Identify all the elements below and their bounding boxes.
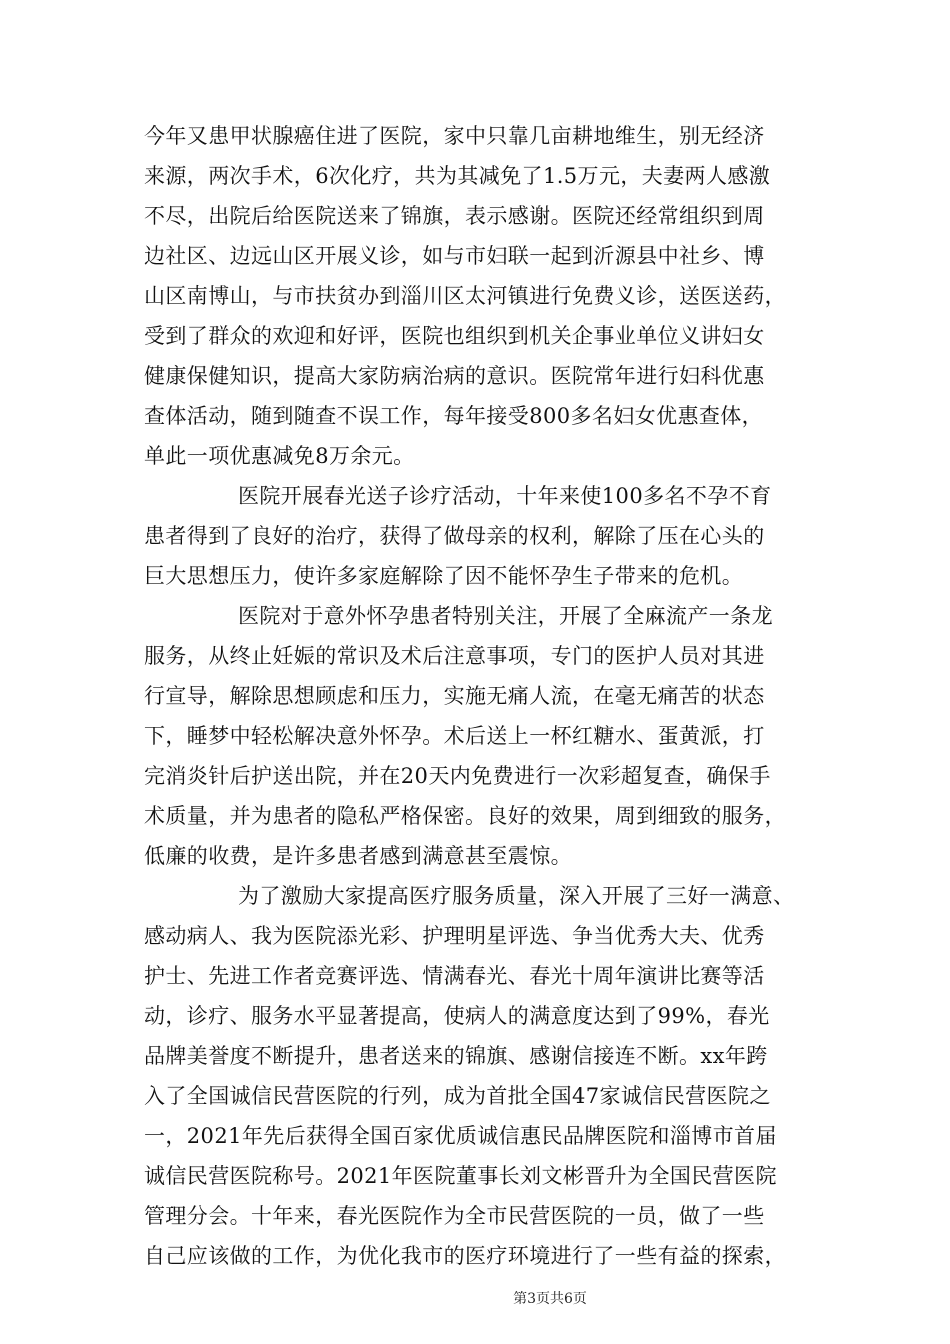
text-line: 管理分会。十年来，春光医院作为全市民营医院的一员，做了一些 [144, 1204, 765, 1228]
text-line: 一，2021年先后获得全国百家优质诚信惠民品牌医院和淄博市首届 [144, 1124, 777, 1148]
paragraph-start-line: 为了激励大家提高医疗服务质量，深入开展了三好一满意、 [238, 884, 795, 908]
text-line: 行宣导，解除思想顾虑和压力，实施无痛人流，在毫无痛苦的状态 [144, 684, 765, 708]
paragraph-start-line: 医院开展春光送子诊疗活动，十年来使100多名不孕不育 [238, 484, 772, 508]
text-line: 不尽，出院后给医院送来了锦旗，表示感谢。医院还经常组织到周 [144, 204, 765, 228]
text-line: 下，睡梦中轻松解决意外怀孕。术后送上一杯红糖水、蛋黄派，打 [144, 724, 765, 748]
text-line: 查体活动，随到随查不误工作，每年接受800多名妇女优惠查体， [144, 404, 764, 428]
text-line: 来源，两次手术，6次化疗，共为其减免了1.5万元，夫妻两人感激 [144, 164, 771, 188]
text-line: 受到了群众的欢迎和好评，医院也组织到机关企事业单位义讲妇女 [144, 324, 765, 348]
text-line: 术质量，并为患者的隐私严格保密。良好的效果，周到细致的服务， [144, 804, 786, 828]
text-line: 完消炎针后护送出院，并在20天内免费进行一次彩超复查，确保手 [144, 764, 771, 788]
text-line: 单此一项优惠减免8万余元。 [144, 444, 415, 468]
text-line: 护士、先进工作者竞赛评选、情满春光、春光十周年演讲比赛等活 [144, 964, 765, 988]
text-line: 边社区、边远山区开展义诊，如与市妇联一起到沂源县中社乡、博 [144, 244, 765, 268]
text-line: 入了全国诚信民营医院的行列，成为首批全国47家诚信民营医院之 [144, 1084, 771, 1108]
document-body [144, 116, 824, 1276]
text-line: 品牌美誉度不断提升，患者送来的锦旗、感谢信接连不断。xx年跨 [144, 1044, 768, 1068]
text-line: 巨大思想压力，使许多家庭解除了因不能怀孕生子带来的危机。 [144, 564, 744, 588]
text-line: 低廉的收费，是许多患者感到满意甚至震惊。 [144, 844, 572, 868]
text-line: 健康保健知识，提高大家防病治病的意识。医院常年进行妇科优惠 [144, 364, 765, 388]
text-line: 服务，从终止妊娠的常识及术后注意事项，专门的医护人员对其进 [144, 644, 765, 668]
text-line: 患者得到了良好的治疗，获得了做母亲的权利，解除了压在心头的 [144, 524, 765, 548]
text-line: 动，诊疗、服务水平显著提高，使病人的满意度达到了99%，春光 [144, 1004, 770, 1028]
paragraph-start-line: 医院对于意外怀孕患者特别关注，开展了全麻流产一条龙 [238, 604, 773, 628]
text-line: 诚信民营医院称号。2021年医院董事长刘文彬晋升为全国民营医院 [144, 1164, 777, 1188]
text-line: 山区南博山，与市扶贫办到淄川区太河镇进行免费义诊，送医送药， [144, 284, 786, 308]
text-line: 感动病人、我为医院添光彩、护理明星评选、争当优秀大夫、优秀 [144, 924, 765, 948]
text-line: 今年又患甲状腺癌住进了医院，家中只靠几亩耕地维生，别无经济 [144, 124, 765, 148]
page-number-footer: 第3页共6页 [513, 1291, 587, 1307]
text-line: 自己应该做的工作，为优化我市的医疗环境进行了一些有益的探索， [144, 1244, 786, 1268]
